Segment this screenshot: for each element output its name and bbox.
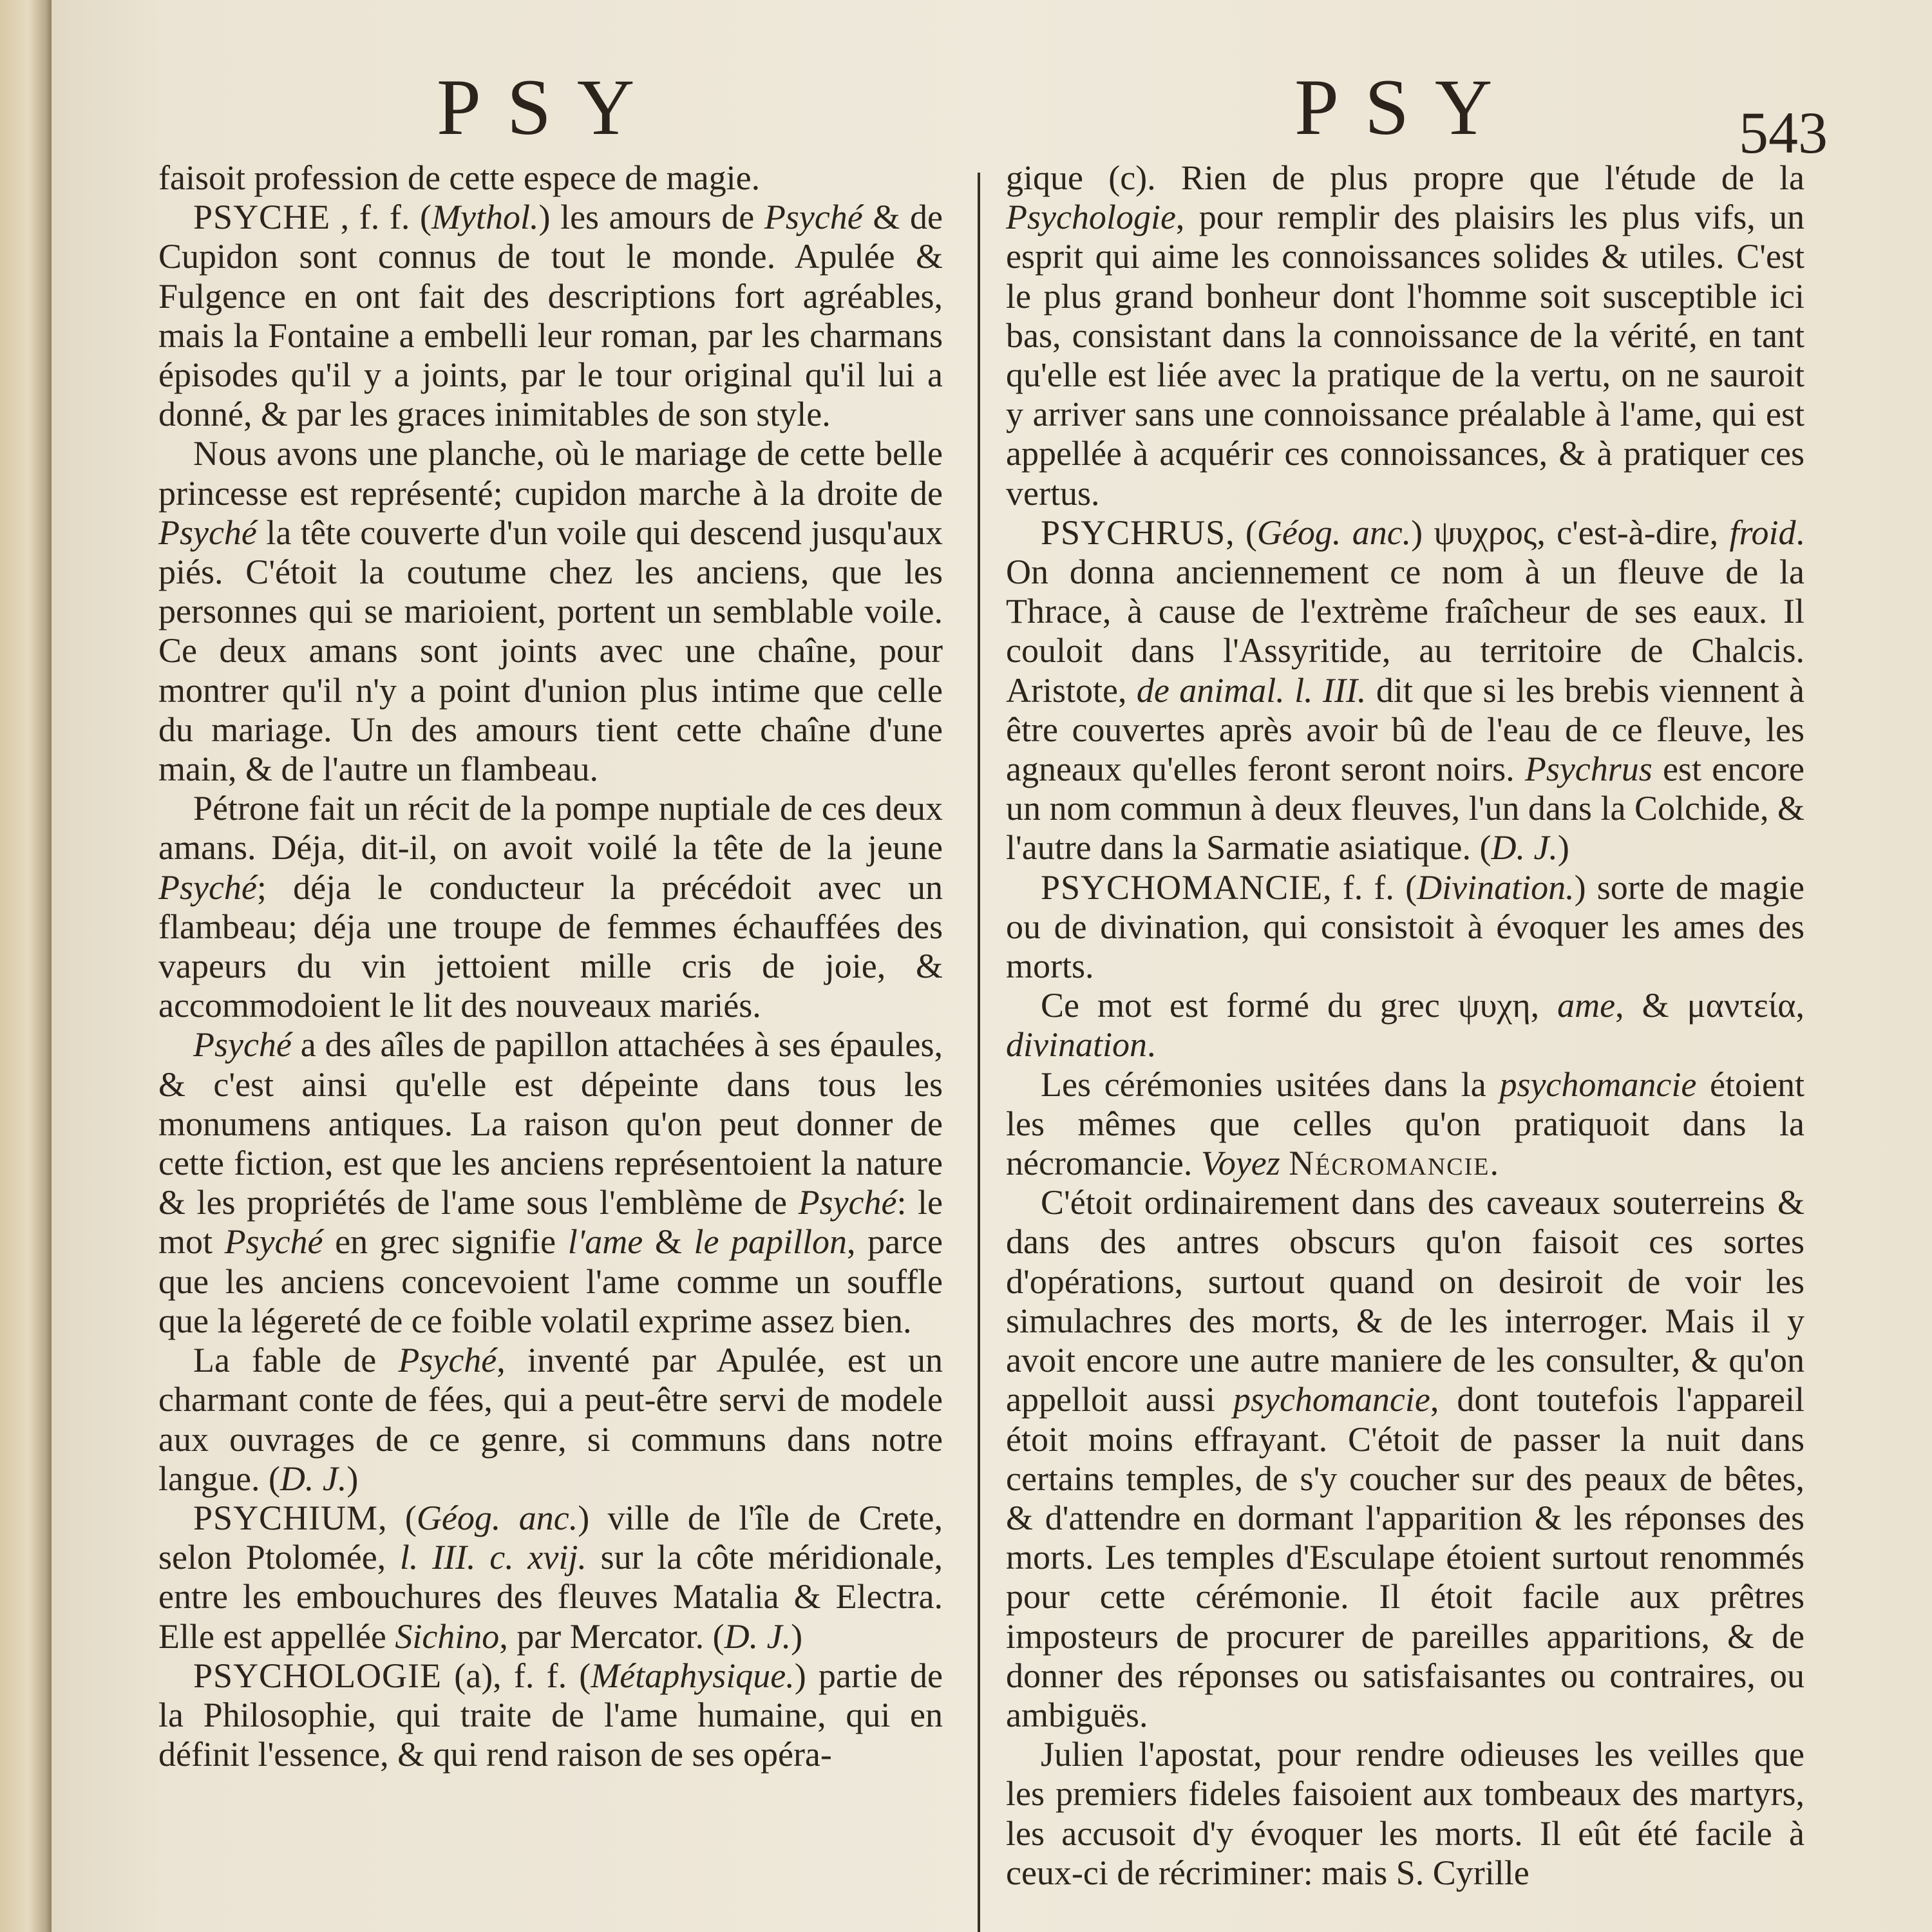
paragraph-planche: Nous avons une planche, où le mariage de cette belle princesse est représenté; cupidon marche à la droite de Psyché la tête couverte d'un voile qui descend jusqu'aux piés. C'étoit la coutume chez les anciens, que les personnes qui se marioient, portent un semblable voile. Ce deux amans sont joints avec une chaîne, pour montrer qu'il n'y a point d'union plus intime que celle du mariage. Un des amours tient cette chaîne d'une main, & de l'autre un flambeau. bbox=[158, 434, 943, 789]
entry-psychologie: PSYCHOLOGIE (a), f. f. (Métaphysique.) partie de la Philosophie, qui traite de l'ame humaine, qui en définit l'essence, & qui rend raison de ses opéra- bbox=[158, 1656, 943, 1774]
paragraph-continuation: gique (c). Rien de plus propre que l'étude de la Psychologie, pour remplir des plaisirs les plus vifs, un esprit qui aime les connoissances solides & utiles. C'est le plus grand bonheur dont l'homme soit susceptible ici bas, consistant dans la connoissance de la vérité, en tant qu'elle est liée avec la pratique de la vertu, on ne sauroit y arriver sans une connoissance préalable à l'ame, qui est appellée à acquérir ces connoissances, & à pratiquer ces vertus. bbox=[1006, 158, 1804, 513]
greek-word: ψυχρος bbox=[1434, 513, 1537, 552]
right-column bbox=[1006, 158, 1804, 1893]
paragraph-continuation: faisoit profession de cette espece de magie. bbox=[158, 158, 761, 197]
headword: PSYCHE bbox=[193, 198, 331, 237]
entry-psychium: PSYCHIUM, (Géog. anc.) ville de l'île de Crete, selon Ptolomée, l. III. c. xvij. sur la côte méridionale, entre les embouchures des fleuves Matalia & Electra. Elle est appellée Sichino, par Mercator. (D. J.) bbox=[158, 1498, 943, 1656]
field-label: Mythol. bbox=[431, 198, 539, 237]
field-label: Géog. anc. bbox=[1256, 513, 1412, 552]
author-signature: D. J. bbox=[279, 1459, 347, 1498]
running-head-left: PSY bbox=[437, 63, 661, 151]
column-divider bbox=[978, 173, 980, 1932]
cross-reference: Nécromancie bbox=[1289, 1144, 1490, 1183]
paragraph-ailes: Psyché a des aîles de papillon attachées à ses épaules, & c'est ainsi qu'elle est dépeinte dans tous les monumens antiques. La raison qu'on peut donner de cette fiction, est que les anciens représentoient la nature & les propriétés de l'ame sous l'emblème de Psyché: le mot Psyché en grec signifie l'ame & le papillon, parce que les anciens concevoient l'ame comme un souffle que la légereté de ce foible volatil exprime assez bien. bbox=[158, 1025, 943, 1340]
left-column bbox=[158, 158, 943, 1774]
entry-psychrus: PSYCHRUS, (Géog. anc.) ψυχρος, c'est-à-dire, froid. On donna anciennement ce nom à un fleuve de la Thrace, à cause de l'extrème fraîcheur de ses eaux. Il couloit dans l'Assyritide, au territoire de Chalcis. Aristote, de animal. l. III. dit que si les brebis viennent à être couvertes après avoir bû de l'eau de ce fleuve, les agneaux qu'elles feront seront noirs. Psychrus est encore un nom commun à deux fleuves, l'un dans la Colchide, & l'autre dans la Sarmatie asiatique. (D. J.) bbox=[1006, 513, 1805, 867]
book-gutter-edge bbox=[0, 0, 52, 1932]
field-label: Métaphysique. bbox=[591, 1656, 795, 1695]
greek-word: μαντεία bbox=[1687, 986, 1796, 1025]
paragraph-fable: La fable de Psyché, inventé par Apulée, est un charmant conte de fées, qui a peut-être servi de modele aux ouvrages de ce genre, si communs dans notre langue. (D. J.) bbox=[158, 1341, 943, 1498]
headword: PSYCHIUM bbox=[193, 1498, 379, 1537]
headword: PSYCHOMANCIE bbox=[1041, 867, 1323, 907]
paragraph-petrone: Pétrone fait un récit de la pompe nuptiale de ces deux amans. Déja, dit-il, on avoit voilé la tête de la jeune Psyché; déja le conducteur la précédoit avec un flambeau; déja une troupe de femmes échauffées des vapeurs du vin jettoient mille cris de joie, & accommodoient le lit des nouveaux mariés. bbox=[158, 789, 943, 1025]
paragraph-ceremonies: Les cérémonies usitées dans la psychomancie étoient les mêmes que celles qu'on pratiquoit dans la nécromancie. Voyez Nécromancie. bbox=[1006, 1065, 1805, 1183]
entry-psychomancie: PSYCHOMANCIE, f. f. (Divination.) sorte de magie ou de divination, qui consistoit à évoquer les ames des morts. bbox=[1006, 867, 1804, 986]
headword: PSYCHOLOGIE bbox=[193, 1656, 442, 1695]
field-label: Divination. bbox=[1417, 867, 1575, 907]
author-signature: D. J. bbox=[1491, 828, 1558, 867]
author-signature: D. J. bbox=[724, 1616, 791, 1656]
field-label: Géog. anc. bbox=[416, 1498, 578, 1537]
greek-word: ψυχη bbox=[1457, 986, 1531, 1025]
paragraph-caveaux: C'étoit ordinairement dans des caveaux souterreins & dans des antres obscurs qu'on faisoit ces sortes d'opérations, surtout quand on desiroit de voir les simulachres des morts, & de les interroger. Mais il y avoit encore une autre maniere de les consulter, & qu'on appelloit aussi psychomancie, dont toutefois l'appareil étoit moins effrayant. C'étoit de passer la nuit dans certains temples, de s'y coucher sur des peaux de bêtes, & d'attendre en dormant l'apparition & les réponses des morts. Les temples d'Esculape étoient surtout renommés pour cette cérémonie. Il étoit facile aux prêtres imposteurs de procurer de pareilles apparitions, & de donner des réponses ou satisfaisantes ou contraires, ou ambiguës. bbox=[1006, 1183, 1804, 1734]
entry-psyche: PSYCHE , f. f. (Mythol.) les amours de Psyché & de Cupidon sont connus de tout le monde. Apulée & Fulgence en ont fait des descriptions fort agréables, mais la Fontaine a embelli leur roman, par les charmans épisodes qu'il y a joints, par le tour original qu'il lui a donné, & par les graces inimitables de son style. bbox=[158, 198, 943, 434]
headword: PSYCHRUS bbox=[1041, 513, 1226, 552]
running-head-right: PSY bbox=[1294, 63, 1519, 151]
paragraph-etymology: Ce mot est formé du grec ψυχη, ame, & μαντεία, divination. bbox=[1006, 986, 1804, 1065]
paragraph-julien: Julien l'apostat, pour rendre odieuses les veilles que les premiers fideles faisoient aux tombeaux des martyrs, les accusoit d'y évoquer les morts. Il eût été facile à ceux-ci de récriminer: mais S. Cyrille bbox=[1006, 1735, 1804, 1892]
page-number: 543 bbox=[1739, 100, 1828, 166]
